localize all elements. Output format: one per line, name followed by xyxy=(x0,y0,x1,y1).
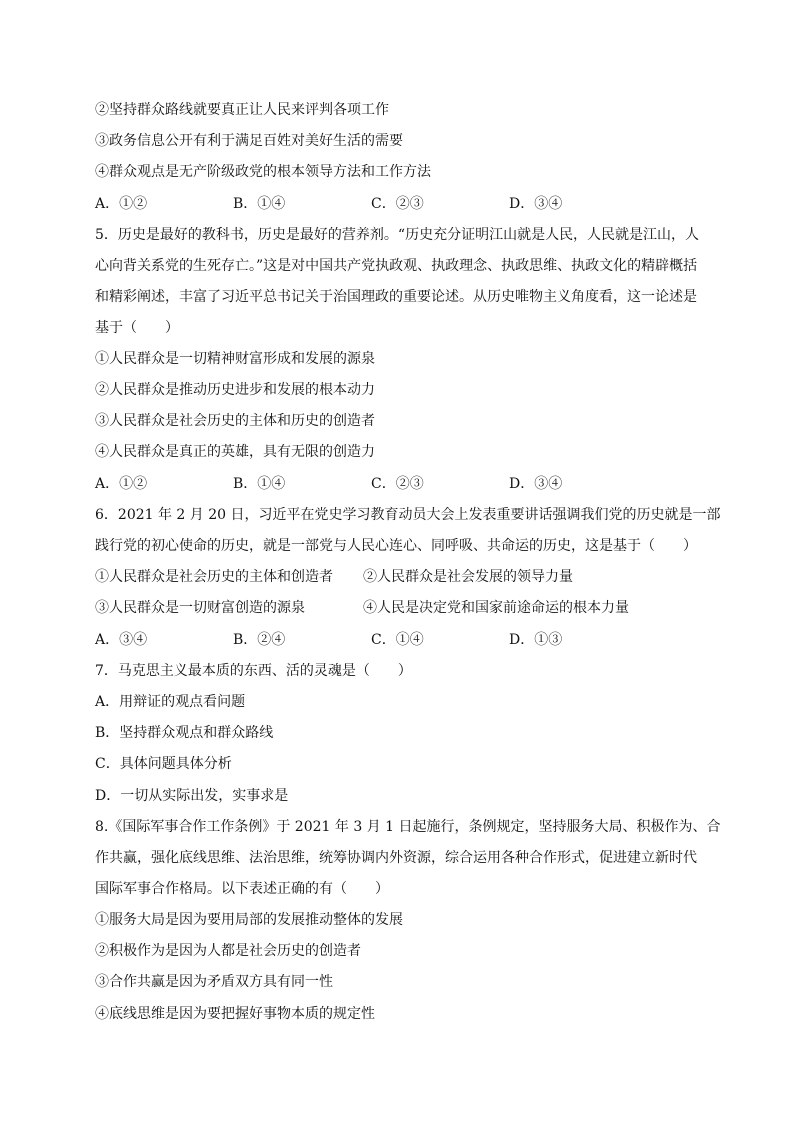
q7-option-a[interactable]: A．用辩证的观点看问题 xyxy=(95,694,246,710)
option-a[interactable]: A．③④ xyxy=(95,632,148,648)
q5-stem-line: 心向背关系党的生死存亡。”这是对中国共产党执政观、执政理念、执政思维、执政文化的精辟概括 xyxy=(95,258,698,274)
option-c[interactable]: C．②③ xyxy=(371,476,424,492)
q8-statement-3: ③合作共赢是因为矛盾双方具有同一性 xyxy=(95,974,333,990)
q7-option-c[interactable]: C．具体问题具体分析 xyxy=(95,756,232,772)
option-d[interactable]: D．③④ xyxy=(509,476,563,492)
prev-statement-3: ③政务信息公开有利于满足百姓对美好生活的需要 xyxy=(95,133,403,149)
q8-stem-line: 作共赢，强化底线思维、法治思维，统筹协调内外资源，综合运用各种合作形式，促进建立新时代 xyxy=(95,850,697,866)
prev-statement-4: ④群众观点是无产阶级政党的根本领导方法和工作方法 xyxy=(95,164,431,180)
q6-statement-3: ③人民群众是一切财富创造的源泉 xyxy=(95,600,305,616)
option-a[interactable]: A．①② xyxy=(95,476,148,492)
q8-statement-1: ①服务大局是因为要用局部的发展推动整体的发展 xyxy=(95,912,403,928)
option-a[interactable]: A．①② xyxy=(95,196,148,212)
option-d[interactable]: D．③④ xyxy=(509,196,563,212)
q6-statements-row-2 xyxy=(95,598,695,618)
q6-statement-1: ①人民群众是社会历史的主体和创造者 xyxy=(95,569,333,585)
q5-stem-line: 基于（ ） xyxy=(95,320,179,336)
q5-stem-line: 5．历史是最好的教科书，历史是最好的营养剂。“历史充分证明江山就是人民，人民就是江山，人 xyxy=(95,227,700,243)
q6-statement-2: ②人民群众是社会发展的领导力量 xyxy=(363,569,573,585)
option-d[interactable]: D．①③ xyxy=(509,632,563,648)
q6-stem-line: 践行党的初心使命的历史，就是一部党与人民心连心、同呼吸、共命运的历史，这是基于（ ） xyxy=(95,538,697,554)
q7-stem: 7．马克思主义最本质的东西、活的灵魂是（ ） xyxy=(95,663,412,679)
q8-statement-2: ②积极作为是因为人都是社会历史的创造者 xyxy=(95,943,361,959)
q6-statement-4: ④人民是决定党和国家前途命运的根本力量 xyxy=(363,600,629,616)
q5-stem-line: 和精彩阐述，丰富了习近平总书记关于治国理政的重要论述。从历史唯物主义角度看，这一论述是 xyxy=(95,289,697,305)
q5-statement-4: ④人民群众是真正的英雄，具有无限的创造力 xyxy=(95,444,375,460)
option-c[interactable]: C．②③ xyxy=(371,196,424,212)
q5-statement-3: ③人民群众是社会历史的主体和历史的创造者 xyxy=(95,413,375,429)
q5-statement-2: ②人民群众是推动历史进步和发展的根本动力 xyxy=(95,382,375,398)
option-b[interactable]: B．①④ xyxy=(233,476,286,492)
q7-option-b[interactable]: B．坚持群众观点和群众路线 xyxy=(95,725,274,741)
option-c[interactable]: C．①④ xyxy=(371,632,424,648)
q6-options xyxy=(95,630,695,650)
option-b[interactable]: B．②④ xyxy=(233,632,286,648)
option-b[interactable]: B．①④ xyxy=(233,196,286,212)
q8-statement-4: ④底线思维是因为要把握好事物本质的规定性 xyxy=(95,1006,375,1022)
q7-option-d[interactable]: D．一切从实际出发，实事求是 xyxy=(95,788,289,804)
q8-stem-line: 国际军事合作格局。以下表述正确的有（ ） xyxy=(95,881,389,897)
prev-options xyxy=(95,194,695,214)
q6-stem-line: 6．2021 年 2 月 20 日，习近平在党史学习教育动员大会上发表重要讲话强调我们党的历史就是一部 xyxy=(95,507,721,523)
q5-statement-1: ①人民群众是一切精神财富形成和发展的源泉 xyxy=(95,351,375,367)
q6-statements-row-1 xyxy=(95,567,695,587)
q5-options xyxy=(95,474,695,494)
q8-stem-line: 8.《国际军事合作工作条例》于 2021 年 3 月 1 日起施行，条例规定，坚持服务大局、积极作为、合 xyxy=(95,819,721,835)
prev-statement-2: ②坚持群众路线就要真正让人民来评判各项工作 xyxy=(95,102,389,118)
